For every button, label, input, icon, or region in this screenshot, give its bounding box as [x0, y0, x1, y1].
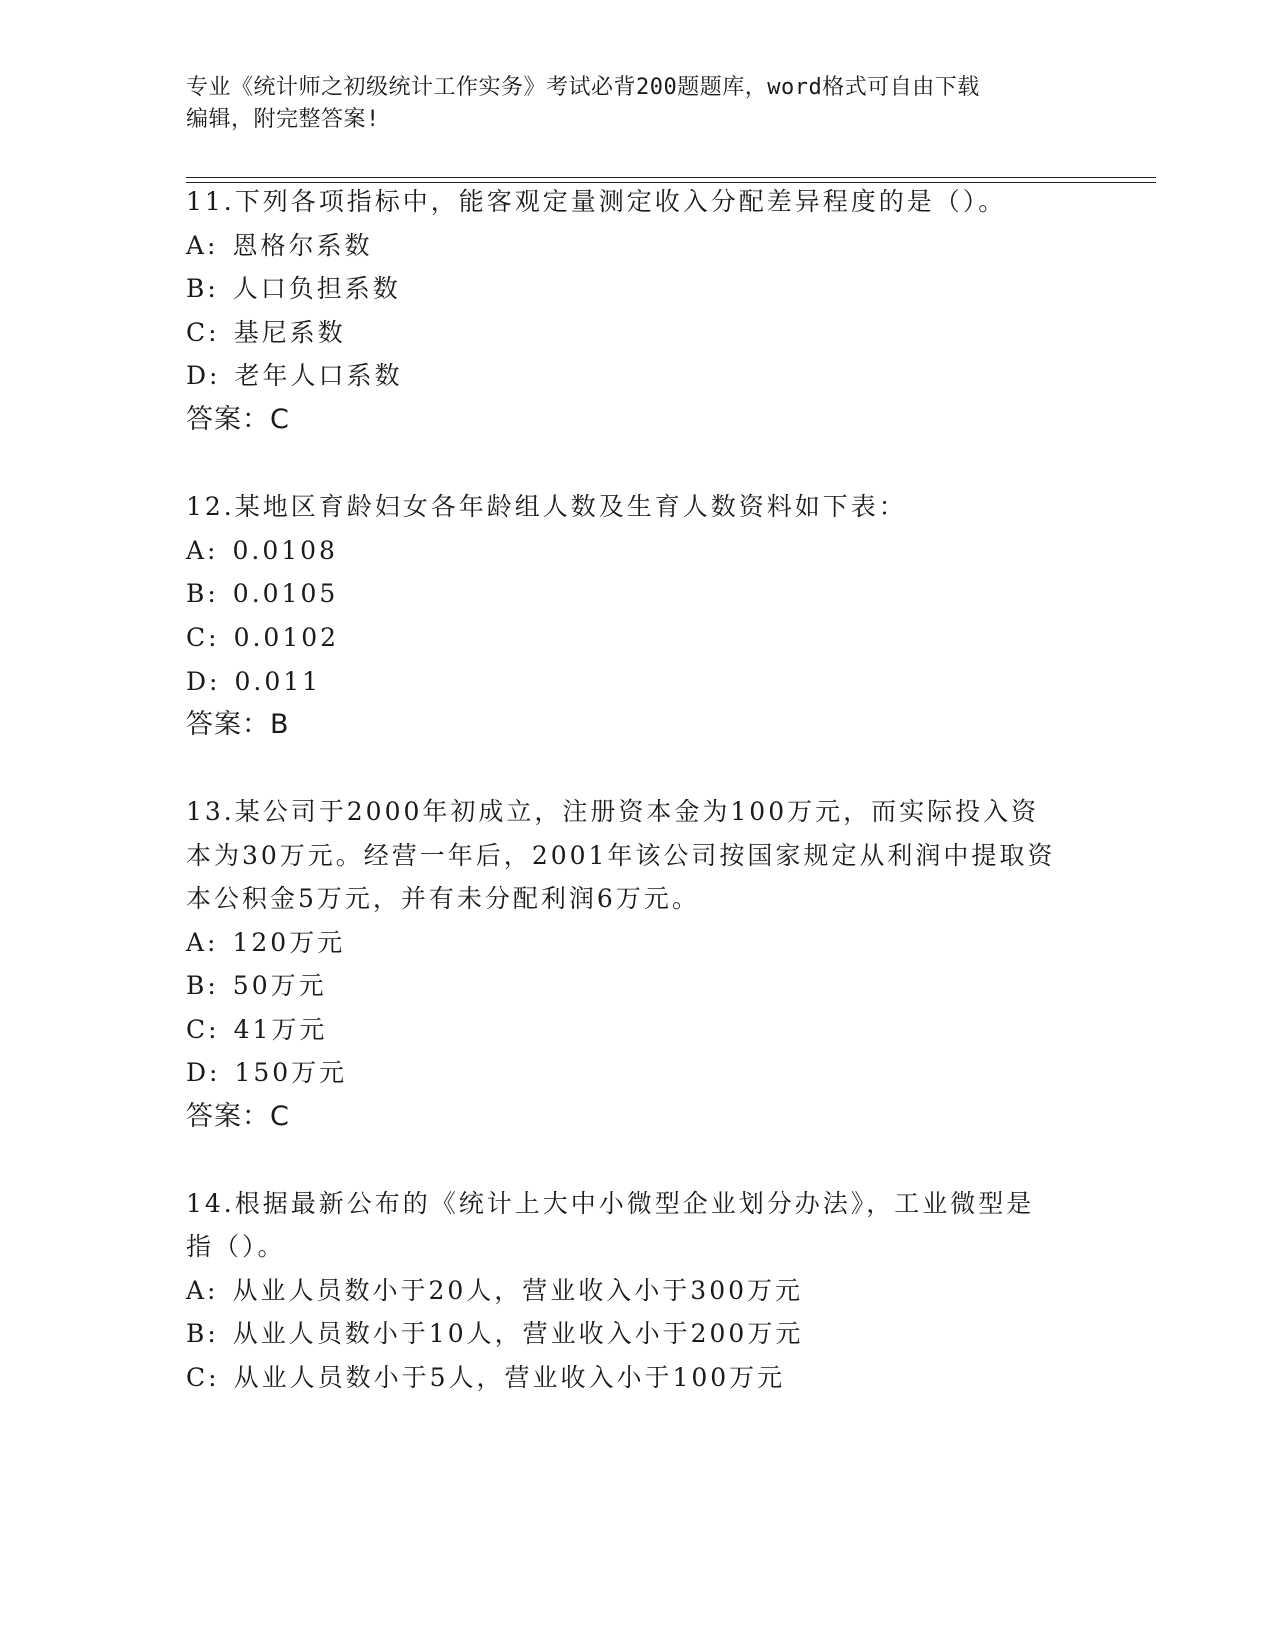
option-text: 恩格尔系数 — [232, 231, 373, 260]
question-13-stem-line-3: 本公积金5万元，并有未分配利润6万元。 — [186, 884, 700, 913]
option-text: 从业人员数小于5人，营业收入小于100万元 — [233, 1363, 786, 1392]
option-letter: A: — [186, 231, 219, 260]
question-12-option-c — [186, 622, 339, 654]
option-letter: B: — [186, 579, 219, 608]
header-line-1: 专业《统计师之初级统计工作实务》考试必背200题题库，word格式可自由下载 — [186, 75, 980, 100]
question-13-stem-line-2: 本为30万元。经营一年后，2001年该公司按国家规定从利润中提取资 — [186, 841, 1056, 870]
option-letter: D: — [186, 361, 221, 390]
option-text: 人口负担系数 — [232, 274, 401, 303]
option-text: 0.0102 — [233, 623, 340, 652]
option-letter: C: — [186, 1015, 220, 1044]
question-11-answer: 答案：C — [186, 404, 290, 435]
option-letter: C: — [186, 1363, 220, 1392]
question-11-option-d — [186, 360, 402, 392]
option-letter: A: — [186, 536, 219, 565]
question-13-option-b — [186, 970, 327, 1002]
option-letter: C: — [186, 318, 220, 347]
option-letter: B: — [186, 1319, 219, 1348]
option-letter: B: — [186, 274, 219, 303]
option-text: 0.0108 — [232, 536, 338, 565]
option-text: 基尼系数 — [233, 318, 346, 347]
header-divider-bottom — [186, 182, 1156, 183]
option-text: 150万元 — [234, 1058, 348, 1087]
option-text: 0.0105 — [232, 579, 339, 608]
option-letter: D: — [186, 667, 221, 696]
option-text: 50万元 — [232, 971, 327, 1000]
option-text: 41万元 — [233, 1015, 328, 1044]
question-14-stem-line-1: 14.根据最新公布的《统计上大中小微型企业划分办法》，工业微型是 — [186, 1189, 1035, 1218]
question-11-option-b — [186, 273, 401, 305]
question-13-option-c — [186, 1014, 327, 1046]
question-13-stem-line-1: 13.某公司于2000年初成立，注册资本金为100万元，而实际投入资 — [186, 797, 1040, 826]
option-letter: D: — [186, 1058, 221, 1087]
question-14-option-a — [186, 1275, 803, 1307]
question-13-answer: 答案：C — [186, 1101, 290, 1132]
question-11-option-a — [186, 230, 373, 262]
document-header — [186, 72, 1066, 136]
question-14-stem-line-2: 指（）。 — [186, 1232, 286, 1261]
header-line-2: 编辑，附完整答案! — [186, 107, 380, 132]
question-13-option-d — [186, 1057, 347, 1089]
option-text: 从业人员数小于10人，营业收入小于200万元 — [232, 1319, 804, 1348]
question-12-option-a — [186, 535, 338, 567]
question-12-option-b — [186, 578, 338, 610]
question-12-answer: 答案：B — [186, 709, 290, 740]
header-divider-top — [186, 177, 1156, 178]
option-text: 从业人员数小于20人，营业收入小于300万元 — [232, 1276, 804, 1305]
question-11-stem: 11.下列各项指标中，能客观定量测定收入分配差异程度的是（）。 — [186, 187, 1007, 216]
option-text: 老年人口系数 — [234, 361, 403, 390]
question-12-stem: 12.某地区育龄妇女各年龄组人数及生育人数资料如下表： — [186, 492, 907, 521]
option-letter: B: — [186, 971, 219, 1000]
option-letter: A: — [186, 1276, 219, 1305]
question-12-option-d — [186, 666, 321, 698]
question-14-option-c — [186, 1362, 785, 1394]
option-text: 0.011 — [234, 667, 322, 696]
option-letter: A: — [186, 928, 219, 957]
option-letter: C: — [186, 623, 220, 652]
question-11-option-c — [186, 317, 346, 349]
option-text: 120万元 — [232, 928, 346, 957]
question-13-option-a — [186, 927, 345, 959]
question-14-option-b — [186, 1318, 803, 1350]
